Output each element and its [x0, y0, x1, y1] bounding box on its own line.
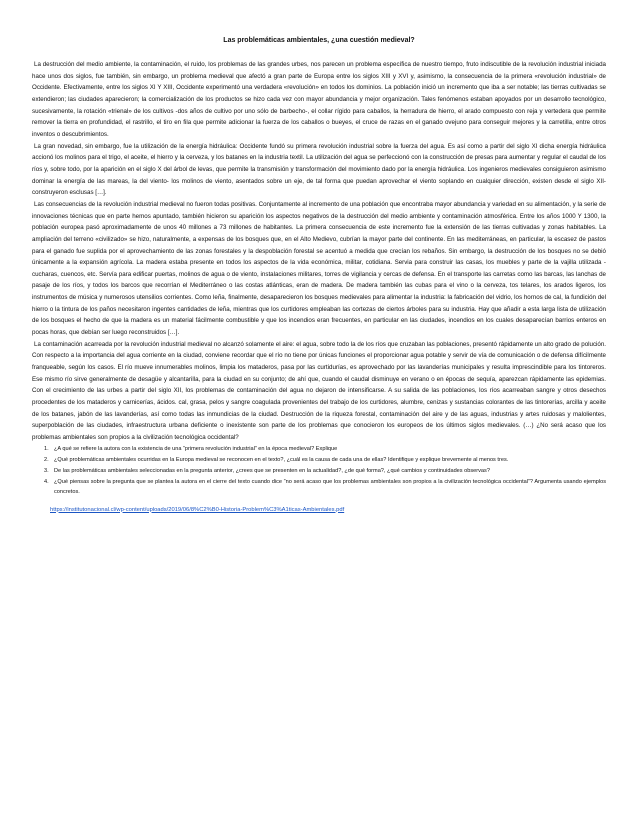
question-number: 4. — [44, 479, 49, 486]
question-list — [32, 444, 606, 498]
paragraph-consequences: Las consecuencias de la revolución industrial medieval no fueron todas positivas. Conjuntamente al incremento de una población que encontraba mayor abundancia y variedad en su alimentación, y la serie de innovaciones técnicas que en parte hemos apuntado, también hicieron su aparición los aspectos negativos de la destrucción del medio ambiente y contaminación atmosférica. Entre los años 1000 Y 1300, la población europea pasó aproximadamente de unos 40 millones a 73 millones de habitantes. La primera consecuencia de este incremento fue la extensión de las tierras cultivadas y zonas habitables. La ampliación del terreno «civilizado» se hizo, naturalmente, a expensas de los bosques que, en el Alto Medievo, cubrían la mayor parte del continente. En las mediterráneas, en particular, la escasez de pastos para el ganado fue suplida por el aprovechamiento de las zonas forestales y la despoblación forestal se acentuó a medida que crecían los rebaños. Sin embargo, la destrucción de los bosques no se debió únicamente a la expansión agrícola. La madera estaba presente en todos los aspectos de la vida económica, militar, cotidiana. Servia para construir las casas, los muebles y parte de la vajilla utilizada -cucharas, cuencos, etc. Servía para edificar puertas, molinos de agua o de viento, instalaciones militares, torres de vigilancia y cercas de defensa. En el transporte las carretas como las barcas, las lanchas de pasaje de los ríos, y todos los barcos que recorrían el Mediterráneo o las costas atlánticas, eran de madera. De madera también las cubas para el vino o la cerveza, tos telares, los arados ligeros, los instrumentos de música y numerosos utensilios corrientes. Como leña, finalmente, desaparecieron los bosques medievales para alimentar la industria: la fabricación del vidrio, los hornos de cal, la fundición del hierro o la tintura de los paños necesitaron ingentes cantidades de leña, mientras que los curtidores empleaban las cortezas de ciertos árboles para su industria. Hay que añadir a esta larga lista de utilización de los bosques el hecho de que la madera es un material fácilmente combustible y que los incendios eran frecuentes, en particular en las ciudades, incendios en los cuales desaparecían barrios enteros en pocas horas, que debían ser luego reconstruidos […]. — [32, 200, 607, 337]
paragraph-hydraulic-energy: La gran novedad, sin embargo, fue la utilización de la energía hidráulica: Occidente fundó su primera revolución industrial sobre la fuerza del agua. Es así como a partir del siglo XI dicha energía hidráulica accionó los molinos para el trigo, el aceite, el hierro y la cerveza, y los batanes en la industria textil. La utilización del agua se perfeccionó con la construcción de presas para aumentar y regular el caudal de los ríos y, sobre todo, por la aparición en el siglo X del árbol de levas, que permite la transmisión y transformación del movimiento dado por la energía hidráulica. Los ingenieros medievales consiguieron asimismo dominar la energía de las mareas, la del viento- los molinos de viento, asentados sobre un eje, de tal forma que puedan aprovechar el viento soplando en cualquier dirección, existen desde el siglo XII- construyeron esclusas […]. — [32, 142, 606, 197]
list-item — [44, 477, 606, 497]
question-number: 2. — [44, 456, 49, 463]
question-text: De las problemáticas ambientales seleccionadas en la pregunta anterior, ¿crees que se presenten en la actualidad?, ¿de qué forma?, ¿qué cambios y continuidades observas? — [54, 468, 490, 475]
question-number: 1. — [44, 445, 49, 452]
source-link[interactable]: https://institutonacional.cl/wp-content/uploads/2019/06/8%C2%B0-Historia-Problem%C3%A1ticas-Ambientales.pdf — [50, 506, 345, 513]
paragraph-water-pollution: La contaminación acarreada por la revolución industrial medieval no alcanzó solamente el aire: el agua, sobre todo la de los ríos que cruzaban las poblaciones, presentó rápidamente un alto grado de polución. Con respecto a la importancia del agua corriente en la ciudad, conviene recordar que el río no tiene por únicas funciones el proporcionar agua potable y servir de vía de comunicación o de defensa difícilmente franqueable, según los casos. El río mueve innumerables molinos, limpia los mataderos, pasa por las curtidurías, es aprovechado por las lavanderías municipales y resulta imprescindible para los tintoreros. Ese mismo río sirve generalmente de desagüe y alcantarilla, para la ciudad en su conjunto; de ahí que, cuando el caudal disminuye en verano o en épocas de sequía, aparezcan rápidamente las epidemias. Con el crecimiento de las urbes a partir del siglo XII, los problemas de contaminación del agua no dejaron de intensificarse. A su salida de las poblaciones, los ríos acarreaban sangre y otros desechos procedentes de los mataderos y carnicerías, ácidos. cal, grasa, pelos y sangre coagulada provenientes del trabajo de los curtidores, alumbre, cenizas y sustancias colorantes de las tintorerías, arcilla y aceite de los batanes, jabón de las lavanderías, así como todas las inmundicias de la ciudad. Destrucción de la riqueza forestal, contaminación del aire y de las aguas, industrias y artes ruidosas y malolientes, superpoblación de las ciudades, infraestructura urbana deficiente o inexistente son parte de los problemas que conocieron los europeos de los últimos siglos medievales. (…) ¿No será acaso que los problemas ambientales son propios a la civilización tecnológica occidental? — [32, 340, 607, 441]
question-text: ¿A qué se refiere la autora con la existencia de una “primera revolución industrial” en la época medieval? Explique — [54, 445, 338, 452]
document-title: Las problemáticas ambientales, ¿una cuestión medieval? — [223, 37, 415, 44]
paragraph-intro: La destrucción del medio ambiente, la contaminación, el ruido, los problemas de las grandes urbes, nos parecen un problema específica de nuestro tiempo, fruto indiscutible de la revolución industrial iniciada hace unos dos siglos, fue también, sin embargo, un problema medieval que afectó a gran parte de Europa entre los siglos XIII y XVI y, asimismo, la consecuencia de la primera «revolución industrial» de Occidente. Efectivamente, entre los siglos XI Y XIII, Occidente experimentó una verdadera «revolución» en todos los dominios. La población inició un incremento que iba a ser notable; las tierras cultivadas se extendieron; las ciudades aparecieron; la comercialización de los productos se hizo cada vez con mayor abundancia y mejor organización. Tales fenómenos estaban apoyados por un desarrollo tecnológico, sucesivamente, la rotación «trienal» de los cultivos -dos años de cultivo por uno sólo de barbecho-, el collar rígido para caballos, la herradura de hierro, el arado compuesto con reja y vertedera que permite remover la tierra en profundidad, el rastrillo, el tiro en fila que permite adicionar la fuerza de los caballos o bueyes, el cruce de razas en el ganado ovejuno para conseguir mejores y la carretilla, entre otros inventos o descubrimientos. — [32, 61, 606, 138]
question-number: 3. — [44, 468, 49, 475]
list-item — [44, 466, 606, 476]
list-item — [44, 444, 606, 454]
question-text: ¿Qué piensas sobre la pregunta que se plantea la autora en el cierre del texto cuando dice “no será acaso que los problemas ambientales son propios a la civilización tecnológica occidental”? Argumenta usando ejemplos concretos. — [54, 479, 606, 496]
question-text: ¿Qué problemáticas ambientales ocurridas en la Europa medieval se reconocen en el texto?, ¿cuál es la causa de cada una de ellas? Identifique y explique brevemente al menos tres. — [54, 456, 509, 463]
list-item — [44, 455, 606, 465]
